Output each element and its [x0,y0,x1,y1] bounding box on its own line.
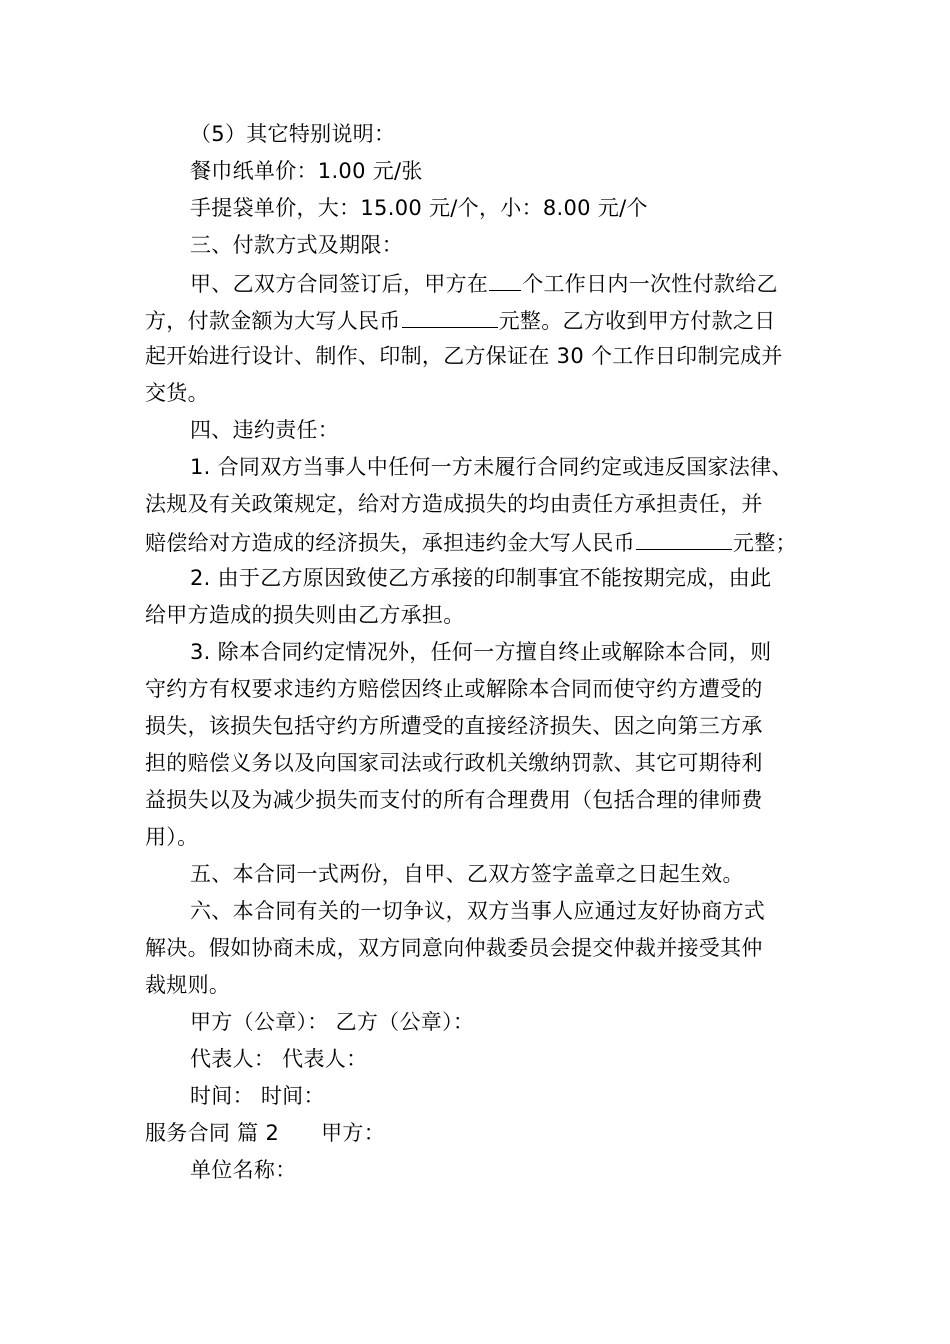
clause5: 五、本合同一式两份，自甲、乙双方签字盖章之日起生效。 [190,862,744,886]
breach1-line-3 [145,529,797,555]
breach3-line-5: 益损失以及为减少损失而支付的所有合理费用（包括合理的律师费 [145,788,763,812]
payment-line-4: 交货。 [145,381,209,405]
breach1-text-3b: 元整； [732,531,797,555]
note-heading: （5）其它特别说明： [190,122,396,146]
penalty-blank [636,529,732,550]
breach-heading: 四、违约责任： [190,418,340,442]
amount-blank [402,307,498,328]
contract2-title: 服务合同 篇 2 [145,1121,280,1145]
napkin-price: 餐巾纸单价：1.00 元/张 [190,159,423,183]
breach3-line-2: 守约方有权要求违约方赔偿因终止或解除本合同而使守约方遭受的 [145,677,763,701]
breach2-line-1: 2. 由于乙方原因致使乙方承接的印制事宜不能按期完成，由此 [190,566,772,590]
payment-line-2 [145,307,776,333]
breach1-line-2: 法规及有关政策规定，给对方造成损失的均由责任方承担责任，并 [145,492,763,516]
breach3-line-6: 用）。 [145,825,199,849]
breach2-line-2: 给甲方造成的损失则由乙方承担。 [145,603,465,627]
payment-text-2a: 方，付款金额为大写人民币 [145,309,401,333]
payment-text-1a: 甲、乙双方合同签订后，甲方在 [190,272,489,296]
payment-heading: 三、付款方式及期限： [190,233,403,257]
payment-line-3: 起开始进行设计、制作、印制，乙方保证在 30 个工作日印制完成并 [145,344,783,368]
unit-name-label: 单位名称： [190,1158,297,1182]
payment-text-1b: 个工作日内一次性付款给乙 [522,272,778,296]
days-blank [489,270,521,291]
clause6-line-1: 六、本合同有关的一切争议，双方当事人应通过友好协商方式 [190,899,766,923]
bag-price: 手提袋单价，大：15.00 元/个，小：8.00 元/个 [190,196,648,220]
party-a-label: 甲方： [321,1121,386,1145]
breach3-line-3: 损失，该损失包括守约方所遭受的直接经济损失、因之向第三方承 [145,714,763,738]
payment-text-2b: 元整。乙方收到甲方付款之日 [498,309,776,333]
representative-line: 代表人： 代表人： [190,1047,368,1071]
breach3-line-4: 担的赔偿义务以及向国家司法或行政机关缴纳罚款、其它可期待利 [145,751,763,775]
clause6-line-2: 解决。假如协商未成，双方同意向仲裁委员会提交仲裁并接受其仲 [145,936,763,960]
breach1-text-3a: 赔偿给对方造成的经济损失，承担违约金大写人民币 [145,531,635,555]
seal-line: 甲方（公章）： 乙方（公章）： [190,1010,475,1034]
breach1-line-1: 1. 合同双方当事人中任何一方未履行合同约定或违反国家法律、 [190,455,793,479]
payment-line-1 [190,270,778,296]
clause6-line-3: 裁规则。 [145,973,231,997]
contract2-header-line [145,1121,385,1145]
breach3-line-1: 3. 除本合同约定情况外，任何一方擅自终止或解除本合同，则 [190,640,772,664]
time-line: 时间： 时间： [190,1084,325,1108]
